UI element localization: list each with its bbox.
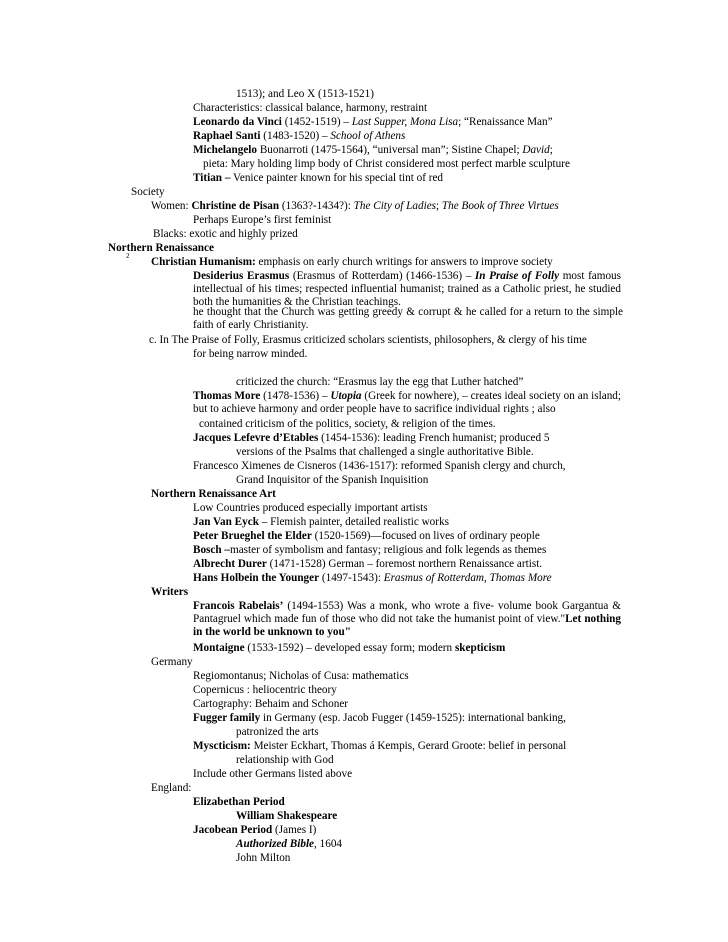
text-line: Copernicus : heliocentric theory — [193, 684, 337, 696]
text-line: Elizabethan Period — [193, 796, 285, 808]
text-line: Michelangelo Buonarroti (1475-1564), “universal man”; Sistine Chapel; David; — [193, 144, 553, 156]
text-line: Authorized Bible, 1604 — [236, 838, 342, 850]
text-line: Grand Inquisitor of the Spanish Inquisition — [236, 474, 429, 486]
text-line: Francesco Ximenes de Cisneros (1436-1517): reformed Spanish clergy and church, — [193, 460, 566, 472]
section-heading: Germany — [151, 656, 193, 668]
text-line: Bosch –master of symbolism and fantasy; religious and folk legends as themes — [193, 544, 547, 556]
text-line: pieta: Mary holding limp body of Christ considered most perfect marble sculpture — [203, 158, 570, 170]
text-line: patronized the arts — [236, 726, 319, 738]
text-line: Blacks: exotic and highly prized — [153, 228, 298, 240]
section-heading: Writers — [151, 586, 189, 598]
text-paragraph: he thought that the Church was getting greedy & corrupt & he called for a return to the simple faith of early Christianity. — [193, 306, 623, 331]
text-line: versions of the Psalms that challenged a single authoritative Bible. — [236, 446, 534, 458]
text-line: Titian – Venice painter known for his special tint of red — [193, 172, 444, 184]
text-line: Fugger family in Germany (esp. Jacob Fugger (1459-1525): international banking, — [193, 712, 566, 724]
text-line: Jacobean Period (James I) — [193, 824, 317, 836]
section-heading: Northern Renaissance — [108, 242, 214, 254]
text-line: relationship with God — [236, 754, 334, 766]
text-line: Albrecht Durer (1471-1528) German – foremost northern Renaissance artist. — [193, 558, 543, 570]
section-heading: Society — [131, 186, 165, 198]
text-line: Low Countries produced especially important artists — [193, 502, 428, 514]
text-line: Jacques Lefevre d’Etables (1454-1536): leading French humanist; produced 5 — [193, 432, 550, 444]
text-line: Regiomontanus; Nicholas of Cusa: mathematics — [193, 670, 409, 682]
text-line: 1513); and Leo X (1513-1521) — [236, 88, 374, 100]
text-line: contained criticism of the politics, society, & religion of the times. — [199, 418, 496, 430]
text-line: Christian Humanism: emphasis on early church writings for answers to improve society — [151, 256, 553, 268]
text-line: Cartography: Behaim and Schoner — [193, 698, 349, 710]
text-line: Women: Christine de Pisan (1363?-1434?): The City of Ladies; The Book of Three Virtues — [151, 200, 559, 212]
text-line: for being narrow minded. — [193, 348, 308, 360]
section-heading: England: — [151, 782, 192, 794]
section-heading: Northern Renaissance Art — [151, 488, 276, 500]
text-paragraph: Thomas More (1478-1536) – Utopia (Greek for nowhere), – creates ideal society on an island; but to achieve harmony and order people have to sacrifice individual rights ; also — [193, 390, 621, 415]
text-line: Characteristics: classical balance, harmony, restraint — [193, 102, 428, 114]
text-line: William Shakespeare — [236, 810, 338, 822]
text-line: Perhaps Europe’s first feminist — [193, 214, 332, 226]
text-line: Raphael Santi (1483-1520) – School of Athens — [193, 130, 406, 142]
text-line: Montaigne (1533-1592) – developed essay form; modern skepticism — [193, 642, 506, 654]
text-line: Hans Holbein the Younger (1497-1543): Erasmus of Rotterdam, Thomas More — [193, 572, 552, 584]
text-line: Peter Brueghel the Elder (1520-1569)—focused on lives of ordinary people — [193, 530, 540, 542]
text-line: Leonardo da Vinci (1452-1519) – Last Supper, Mona Lisa; “Renaissance Man” — [193, 116, 553, 128]
text-line: Jan Van Eyck – Flemish painter, detailed realistic works — [193, 516, 449, 528]
text-paragraph: Desiderius Erasmus (Erasmus of Rotterdam) (1466-1536) – In Praise of Folly most famous intellectual of his times; respected influential humanist; trained as a Catholic priest, he studied both the humanities & the Christian teachings. — [193, 270, 621, 308]
text-paragraph: Francois Rabelais’ (1494-1553) Was a monk, who wrote a five- volume book Gargantua & Pantagruel which made fun of those who did not take the humanist point of view."Let nothing in the world be unknown to you" — [193, 600, 622, 638]
text-line: John Milton — [236, 852, 291, 864]
bullet-marker: 2 — [126, 252, 130, 260]
text-line: Include other Germans listed above — [193, 768, 353, 780]
text-line: Myscticism: Meister Eckhart, Thomas á Kempis, Gerard Groote: belief in personal — [193, 740, 567, 752]
text-line: criticized the church: “Erasmus lay the egg that Luther hatched” — [236, 376, 524, 388]
text-line: c. In The Praise of Folly, Erasmus criticized scholars scientists, philosophers, & clergy of his time — [149, 334, 587, 346]
